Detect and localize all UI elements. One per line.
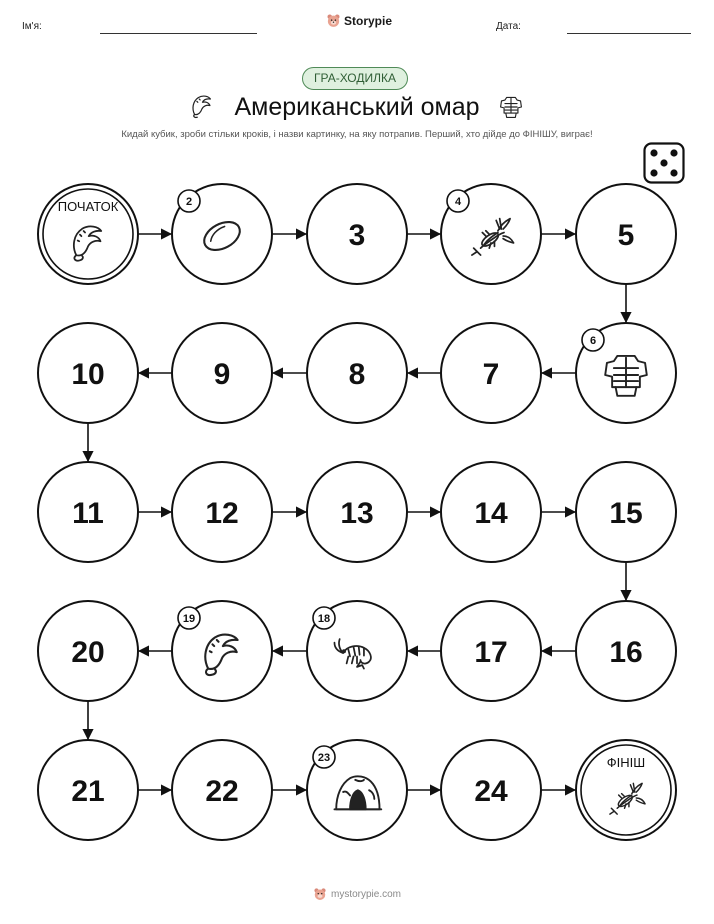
board-square <box>172 601 272 701</box>
square-number-badge <box>447 190 469 212</box>
finish-square <box>576 740 676 840</box>
square-number: 7 <box>482 358 500 391</box>
finish-label: ФІНІШ <box>606 755 646 770</box>
board-square <box>307 462 407 562</box>
square-number: 16 <box>609 636 643 669</box>
square-number-badge <box>178 190 200 212</box>
badge-number: 23 <box>317 752 331 764</box>
square-number: 12 <box>205 497 239 530</box>
board-square <box>576 601 676 701</box>
board-square <box>441 184 541 284</box>
square-number: 8 <box>348 358 366 391</box>
board-square <box>38 601 138 701</box>
square-number-badge <box>582 329 604 351</box>
instructions: Кидай кубик, зроби стільки кроків, і назви картинку, на яку потрапив. Перший, хто дійде до ФІНІШУ, виграє! <box>121 129 593 140</box>
square-number-badge <box>313 607 335 629</box>
square-number: 9 <box>213 358 231 391</box>
square-number: 22 <box>205 775 239 808</box>
start-label: ПОЧАТОК <box>57 199 119 214</box>
badge-number: 18 <box>317 613 331 625</box>
board-square <box>307 740 407 840</box>
badge-number: 4 <box>454 196 462 208</box>
square-number: 11 <box>72 497 104 530</box>
footer <box>0 887 714 901</box>
square-number: 17 <box>474 636 508 669</box>
board-square <box>38 462 138 562</box>
bear-logo-icon <box>313 887 327 901</box>
footer-url: mystorypie.com <box>330 888 401 900</box>
board-square <box>441 323 541 423</box>
square-number: 15 <box>609 497 643 530</box>
date-label: Дата: <box>496 21 521 32</box>
board-square <box>441 740 541 840</box>
square-number: 13 <box>340 497 374 530</box>
brand-name: Storypie <box>344 13 393 28</box>
page-title: Американський омар <box>234 93 480 121</box>
name-label: Ім'я: <box>22 21 42 32</box>
square-number: 5 <box>617 219 635 252</box>
board-square <box>38 323 138 423</box>
badge-number: 6 <box>589 335 597 347</box>
square-number-badge <box>178 607 200 629</box>
board-square <box>172 462 272 562</box>
board-square <box>441 462 541 562</box>
game-type-badge: ГРА-ХОДИЛКА <box>302 67 408 90</box>
badge-number: 2 <box>185 196 193 208</box>
square-number: 10 <box>71 358 105 391</box>
square-number: 24 <box>474 775 508 808</box>
board-square <box>172 323 272 423</box>
board-square <box>172 184 272 284</box>
board-square <box>307 184 407 284</box>
board-squares <box>38 184 676 840</box>
board-square <box>38 740 138 840</box>
square-number-badge <box>313 746 335 768</box>
board-square <box>307 601 407 701</box>
square-number: 14 <box>474 497 508 530</box>
square-number: 3 <box>348 219 366 252</box>
board-square <box>576 462 676 562</box>
start-square <box>38 184 138 284</box>
badge-number: 19 <box>182 613 196 625</box>
board-square <box>307 323 407 423</box>
board-square <box>172 740 272 840</box>
board-square <box>576 323 676 423</box>
square-number: 21 <box>71 775 105 808</box>
board-square <box>576 184 676 284</box>
board-square <box>441 601 541 701</box>
square-number: 20 <box>71 636 105 669</box>
